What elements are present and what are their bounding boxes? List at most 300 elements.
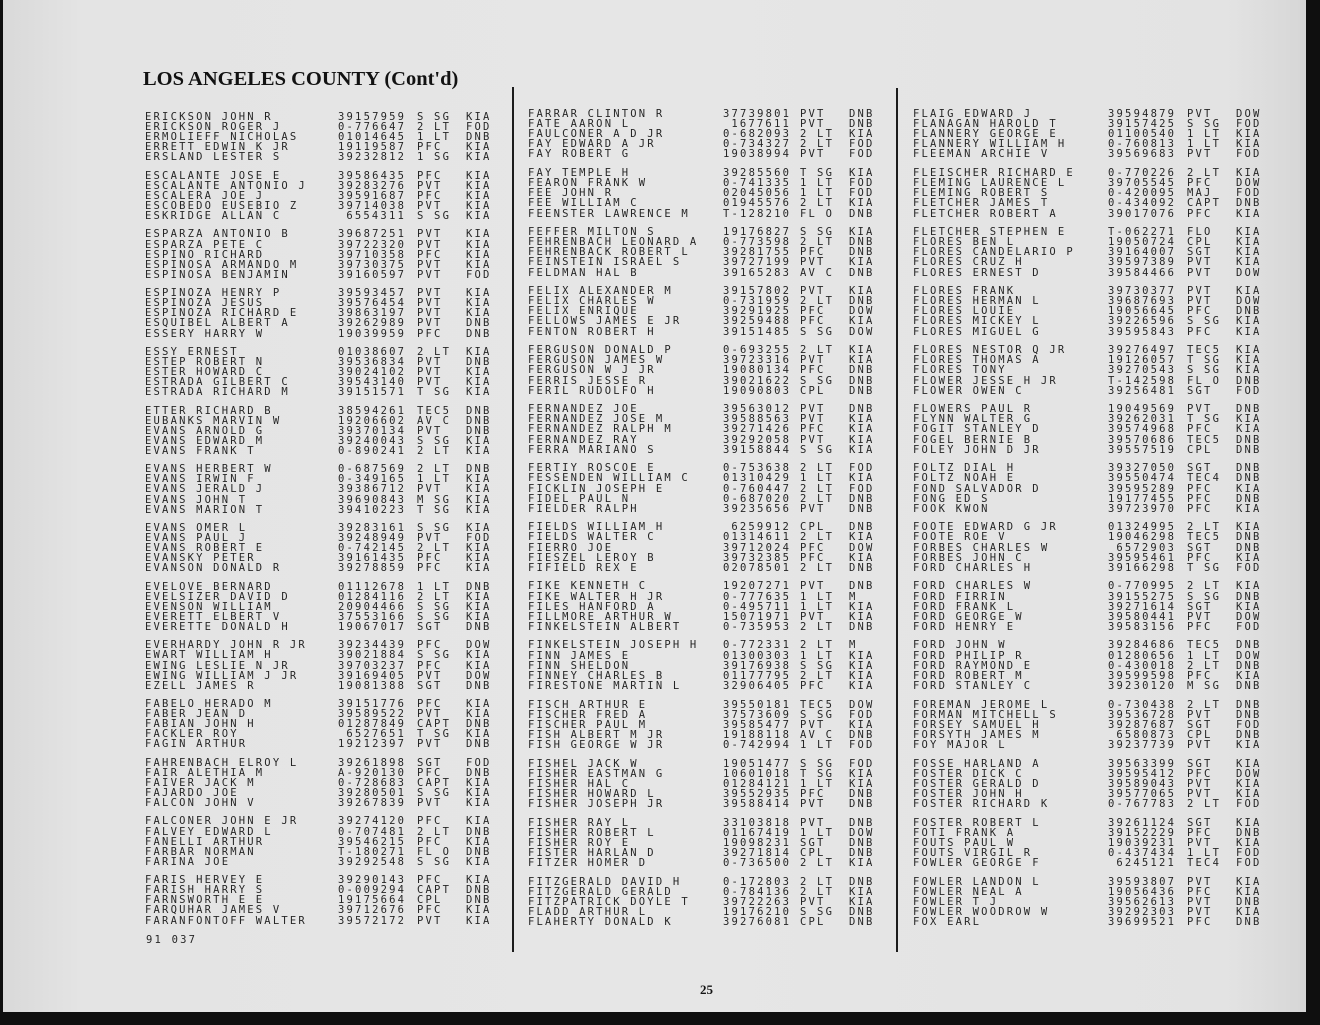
soldier-name: FIKE WALTER H JR — [528, 590, 665, 603]
soldier-name: FLAHERTY DONALD K — [528, 916, 673, 928]
status-code: KIA — [1236, 285, 1262, 298]
soldier-name: FISHER HOWARD L — [528, 787, 656, 800]
rank: T SG — [417, 503, 452, 516]
serial-number: 39166298 — [1108, 561, 1177, 574]
rank: PVT — [1187, 256, 1213, 269]
status-code: KIA — [466, 297, 492, 310]
rank: PVT — [417, 366, 443, 378]
status-code: KIA — [1236, 315, 1262, 328]
status-code: KIA — [466, 238, 492, 251]
status-code: DNB — [849, 236, 875, 249]
rank: PVT — [1187, 787, 1213, 800]
status-code: KIA — [466, 787, 492, 799]
soldier-name: FLORES TONY — [913, 364, 1007, 377]
status-code: DNB — [466, 355, 492, 368]
rank: PFC — [417, 141, 443, 154]
serial-number: 39276081 — [723, 916, 792, 928]
status-code: KIA — [1236, 256, 1262, 269]
soldier-name: FEARON FRANK W — [528, 177, 648, 190]
soldier-name: FLANNERY GEORGE E — [913, 128, 1058, 141]
status-code: KIA — [849, 413, 875, 426]
serial-number: 39290143 — [338, 874, 407, 887]
status-code: FOD — [849, 187, 875, 200]
serial-number: 39274120 — [338, 815, 407, 828]
status-code: FOD — [1236, 118, 1262, 131]
status-code: KIA — [466, 610, 492, 623]
rank: SGT — [1187, 718, 1213, 731]
soldier-name: EVANS OMER L — [145, 521, 248, 534]
soldier-name: FABELO HERADO M — [145, 698, 273, 710]
soldier-name: FOOTE ROE V — [913, 531, 1007, 544]
status-code: KIA — [849, 167, 875, 180]
soldier-name: FONG ED S — [913, 492, 990, 505]
status-code: KIA — [849, 531, 875, 544]
rank: S SG — [417, 787, 452, 799]
serial-number: 39157425 — [1108, 118, 1177, 131]
rank: 1 LT — [417, 473, 452, 486]
soldier-name: FISTER HARLAN D — [528, 846, 656, 859]
rank: PVT — [800, 256, 826, 269]
rank: 2 LT — [800, 128, 835, 141]
serial-number: 0-742994 — [723, 738, 792, 751]
rank: AV C — [800, 728, 835, 741]
soldier-name: FOSTER ROBERT L — [913, 816, 1041, 829]
rank: TEC5 — [417, 404, 452, 417]
serial-number: 39595843 — [1108, 325, 1177, 338]
rank: PFC — [417, 659, 443, 672]
rank: CPL — [1187, 728, 1213, 741]
soldier-name: FATE AARON L — [528, 118, 631, 131]
status-code: FOD — [1236, 846, 1262, 859]
serial-number: 19080134 — [723, 364, 792, 377]
soldier-name: ESPARZA ANTONIO B — [145, 228, 290, 241]
rank: MAJ — [1187, 187, 1213, 200]
serial-number: 39577065 — [1108, 787, 1177, 800]
soldier-name: FLOWER JESSE H JR — [913, 374, 1058, 387]
serial-number: 39161435 — [338, 552, 407, 565]
column-divider — [896, 88, 898, 952]
page-number: 25 — [700, 982, 713, 997]
rank: 2 LT — [800, 875, 835, 888]
soldier-name: FLYNN WALTER G — [913, 413, 1033, 426]
status-code: FOD — [849, 138, 875, 151]
status-code: KIA — [1236, 246, 1262, 259]
status-code: KIA — [466, 248, 492, 261]
status-code: KIA — [466, 708, 492, 721]
status-code: KIA — [466, 659, 492, 672]
rank: S SG — [800, 374, 835, 387]
status-code: KIA — [849, 857, 875, 869]
soldier-name: ESPINO RICHARD — [145, 248, 265, 261]
rank: 2 LT — [417, 444, 452, 457]
serial-number: 39732385 — [723, 551, 792, 564]
status-code: KIA — [1236, 128, 1262, 141]
status-code: DNB — [849, 846, 875, 859]
rank: SGT — [417, 756, 443, 769]
rank: M SG — [1187, 679, 1222, 692]
rank: 2 LT — [417, 345, 452, 358]
status-code: DOW — [1236, 610, 1262, 623]
rank: PVT — [417, 200, 443, 212]
serial-number: 19207271 — [723, 580, 792, 593]
status-code: DNB — [849, 384, 875, 397]
serial-number: 39563399 — [1108, 757, 1177, 770]
rank: PVT — [800, 502, 826, 515]
status-code: FOD — [849, 738, 875, 751]
rank: 2 LT — [1187, 659, 1222, 672]
serial-number: 01324995 — [1108, 521, 1177, 534]
status-code: KIA — [849, 885, 875, 898]
soldier-name: FABIAN JOHN H — [145, 718, 256, 731]
serial-number: 39595412 — [1108, 767, 1177, 780]
soldier-name: FAY TEMPLE H — [528, 167, 631, 180]
rank: SGT — [417, 621, 443, 633]
rank: PVT — [1187, 148, 1213, 161]
status-code: KIA — [849, 649, 875, 662]
rank: 1 LT — [800, 777, 835, 790]
rank: PVT — [800, 895, 826, 908]
serial-number: 19067017 — [338, 621, 407, 633]
serial-number: 39595461 — [1108, 551, 1177, 564]
soldier-name: FLORES THOMAS A — [913, 354, 1041, 367]
serial-number: 39572172 — [338, 914, 407, 927]
soldier-name: FAGIN ARTHUR — [145, 738, 248, 751]
rank: CPL — [1187, 443, 1213, 456]
status-code: DNB — [849, 374, 875, 387]
soldier-name: FINN SHELDON — [528, 659, 631, 672]
soldier-name: FOSTER DICK C — [913, 767, 1024, 780]
status-code: KIA — [466, 797, 492, 810]
rank: PFC — [1187, 620, 1213, 633]
serial-number: 0-767783 — [1108, 797, 1177, 810]
rank: PFC — [1187, 207, 1213, 220]
soldier-name: EVANS IRWIN F — [145, 473, 256, 486]
status-code: FOD — [466, 756, 492, 769]
soldier-name: FILES HANFORD A — [528, 600, 656, 613]
rank: S SG — [1187, 590, 1222, 603]
rank: 2 LT — [1187, 521, 1222, 534]
soldier-name: FORD GEORGE W — [913, 610, 1024, 623]
serial-number: 01284121 — [723, 777, 792, 790]
status-code: DNB — [1236, 895, 1262, 908]
status-code: DNB — [466, 580, 492, 593]
status-code: KIA — [466, 776, 492, 789]
soldier-name: FERTIY ROSCOE E — [528, 462, 656, 475]
soldier-name: FISHER ROY E — [528, 836, 631, 849]
soldier-name: FARIS HERVEY E — [145, 874, 265, 887]
rank: 1 LT — [800, 600, 835, 613]
status-code: DNB — [849, 561, 875, 574]
soldier-name: FLORES ERNEST D — [913, 266, 1041, 279]
serial-number: 0-430018 — [1108, 659, 1177, 672]
status-code: KIA — [1236, 757, 1262, 770]
serial-number: 39591687 — [338, 189, 407, 202]
soldier-name: FELLOWS JAMES E JR — [528, 315, 682, 328]
status-code: DNB — [1236, 916, 1262, 928]
status-code: DNB — [1236, 826, 1262, 839]
soldier-name: ERRETT EDWIN K JR — [145, 141, 290, 154]
soldier-name: FLEISCHER RICHARD E — [913, 167, 1075, 180]
serial-number: 19056436 — [1108, 885, 1177, 898]
soldier-name: ESCALANTE JOSE E — [145, 169, 282, 182]
status-code: DNB — [849, 905, 875, 918]
status-code: KIA — [466, 345, 492, 358]
rank: S SG — [417, 649, 452, 662]
serial-number: 0-736500 — [723, 857, 792, 869]
rank: PVT — [417, 483, 443, 496]
soldier-name: FLANAGAN HAROLD T — [913, 118, 1058, 131]
serial-number: 39589043 — [1108, 777, 1177, 790]
rank: PFC — [417, 698, 443, 710]
serial-number: 01314611 — [723, 531, 792, 544]
status-code: KIA — [466, 698, 492, 710]
serial-number: 39261898 — [338, 756, 407, 769]
status-code: DNB — [849, 816, 875, 829]
rank: SGT — [1187, 246, 1213, 259]
rank: 2 LT — [800, 462, 835, 475]
rank: PFC — [417, 552, 443, 565]
soldier-name: FLOWERS PAUL R — [913, 403, 1033, 416]
serial-number: 19056645 — [1108, 305, 1177, 318]
soldier-name: EVELSIZER DAVID D — [145, 590, 290, 603]
serial-number: 39588563 — [723, 413, 792, 426]
serial-number: 39151776 — [338, 698, 407, 710]
serial-number: 39593807 — [1108, 875, 1177, 888]
serial-number: 0-776647 — [338, 121, 407, 134]
status-code: KIA — [466, 600, 492, 613]
soldier-name: FORD FIRRIN — [913, 590, 1007, 603]
soldier-name: FEFFER MILTON S — [528, 226, 656, 239]
serial-number: 39550181 — [723, 698, 792, 711]
soldier-name: EVANS EDWARD M — [145, 434, 265, 447]
serial-number: 39574968 — [1108, 423, 1177, 436]
status-code: DNB — [1236, 679, 1262, 692]
status-code: FOD — [1236, 620, 1262, 633]
serial-number: 39712676 — [338, 904, 407, 917]
rank: CAPT — [417, 718, 452, 731]
status-code: DOW — [849, 305, 875, 318]
status-code: KIA — [1236, 138, 1262, 151]
status-code: KIA — [849, 344, 875, 357]
serial-number: 0-420095 — [1108, 187, 1177, 200]
rank: PVT — [1187, 875, 1213, 888]
soldier-name: FOOTE EDWARD G JR — [913, 521, 1058, 534]
serial-number: 0-707481 — [338, 825, 407, 838]
rank: S SG — [417, 434, 452, 447]
soldier-name: FOTI FRANK A — [913, 826, 1016, 839]
soldier-name: FISCHER FRED A — [528, 708, 648, 721]
status-code: FOD — [849, 708, 875, 721]
rank: PFC — [417, 874, 443, 887]
soldier-name: FLETCHER JAMES T — [913, 197, 1050, 210]
status-code: DNB — [849, 207, 875, 220]
rank: PVT — [1187, 738, 1213, 751]
soldier-name: FERRIS JESSE R — [528, 374, 648, 387]
status-code: KIA — [466, 483, 492, 496]
serial-number: 39546215 — [338, 835, 407, 848]
soldier-name: FLORES FRANK — [913, 285, 1016, 298]
serial-number: 39710358 — [338, 248, 407, 261]
soldier-name: EWING WILLIAM J JR — [145, 669, 299, 682]
soldier-name: EVANS FRANK T — [145, 444, 256, 457]
status-code: DNB — [466, 463, 492, 476]
soldier-name: FOSTER RICHARD K — [913, 797, 1050, 810]
rank: 1 LT — [800, 472, 835, 485]
serial-number: 39727199 — [723, 256, 792, 269]
rank: PVT — [800, 610, 826, 623]
rank: TEC5 — [1187, 531, 1222, 544]
soldier-name: FOY MAJOR L — [913, 738, 1007, 751]
serial-number: 0-734327 — [723, 138, 792, 151]
status-code: KIA — [1236, 875, 1262, 888]
status-code: KIA — [1236, 905, 1262, 918]
soldier-name: FALCONER JOHN E JR — [145, 815, 299, 828]
soldier-name: FABER JEAN D — [145, 708, 248, 721]
status-code: DNB — [1236, 698, 1262, 711]
rank: T SG — [1187, 561, 1222, 574]
serial-number: A-920130 — [338, 766, 407, 779]
serial-number: 01945576 — [723, 197, 792, 210]
serial-number: 19176210 — [723, 905, 792, 918]
serial-number: 39237739 — [1108, 738, 1177, 751]
rank: PFC — [1187, 767, 1213, 780]
serial-number: 20904466 — [338, 600, 407, 613]
soldier-name: FLEMING ROBERT S — [913, 187, 1050, 200]
status-code: DNB — [849, 728, 875, 741]
serial-number: 0-349165 — [338, 473, 407, 486]
soldier-name: EVANSON DONALD R — [145, 562, 282, 575]
status-code: KIA — [1236, 413, 1262, 426]
status-code: KIA — [1236, 482, 1262, 495]
rank: PFC — [417, 327, 443, 340]
status-code: KIA — [466, 444, 492, 457]
soldier-name: FISHER RAY L — [528, 816, 631, 829]
status-code: DNB — [466, 414, 492, 427]
soldier-name: ERICKSON JOHN R — [145, 111, 273, 123]
status-code: KIA — [466, 914, 492, 927]
rank: S SG — [1187, 315, 1222, 328]
status-code: FOD — [1236, 148, 1262, 161]
soldier-name: FOSTER JOHN H — [913, 787, 1024, 800]
serial-number: 39550474 — [1108, 472, 1177, 485]
soldier-name: FLORES BEN L — [913, 236, 1016, 249]
serial-number: 39714038 — [338, 200, 407, 212]
rank: T SG — [1187, 354, 1222, 367]
rank: 1 LT — [800, 649, 835, 662]
serial-number: 39169405 — [338, 669, 407, 682]
serial-number: 0-777635 — [723, 590, 792, 603]
soldier-name: EVANS ARNOLD G — [145, 424, 265, 437]
soldier-name: FESSENDEN WILLIAM C — [528, 472, 690, 485]
serial-number: 39723970 — [1108, 502, 1177, 515]
status-code: DNB — [466, 894, 492, 907]
status-code: DNB — [1236, 462, 1262, 475]
rank: AV C — [417, 414, 452, 427]
serial-number: 39569683 — [1108, 148, 1177, 161]
status-code: FOD — [849, 482, 875, 495]
serial-number: 01284116 — [338, 590, 407, 603]
rank: SGT — [1187, 462, 1213, 475]
rank: PFC — [1187, 305, 1213, 318]
serial-number: 39155275 — [1108, 590, 1177, 603]
rank: PVT — [1187, 266, 1213, 279]
serial-number: 0-735953 — [723, 620, 792, 633]
rank: CPL — [800, 384, 826, 397]
rank: FLO — [1187, 226, 1213, 239]
serial-number: 39722263 — [723, 895, 792, 908]
serial-number: 39232812 — [338, 151, 407, 164]
soldier-name: FIRESTONE MARTIN L — [528, 679, 682, 692]
status-code: KIA — [466, 258, 492, 271]
rank: PFC — [1187, 826, 1213, 839]
status-code: DNB — [849, 295, 875, 308]
rank: PFC — [800, 679, 826, 692]
status-code: KIA — [849, 226, 875, 239]
rank: S SG — [800, 226, 835, 239]
rank: PFC — [800, 541, 826, 554]
soldier-name: FIELDS WILLIAM H — [528, 521, 665, 534]
rank: 1 LT — [800, 590, 835, 603]
rank: SGT — [1187, 816, 1213, 829]
status-code: KIA — [1236, 787, 1262, 800]
status-code: M — [849, 639, 858, 652]
rank: S SG — [417, 521, 452, 534]
soldier-name: EVANSKY PETER — [145, 552, 256, 565]
soldier-name: FERGUSON W J JR — [528, 364, 656, 377]
serial-number: 39259488 — [723, 315, 792, 328]
soldier-name: FIELDS WALTER C — [528, 531, 656, 544]
soldier-name: ESPINOSA ARMANDO M — [145, 258, 299, 271]
status-code: DNB — [1236, 374, 1262, 387]
status-code: DNB — [466, 131, 492, 144]
soldier-name: ESKRIDGE ALLAN C — [145, 210, 282, 223]
rank: S SG — [417, 855, 452, 868]
serial-number: 39585477 — [723, 718, 792, 731]
status-code: DOW — [466, 639, 492, 652]
status-code: DOW — [1236, 649, 1262, 662]
status-code: KIA — [849, 718, 875, 731]
serial-number: 39722320 — [338, 238, 407, 251]
status-code: DNB — [1236, 659, 1262, 672]
status-code: DOW — [1236, 266, 1262, 279]
soldier-name: FAY EDWARD A JR — [528, 138, 656, 151]
rank: S SG — [800, 905, 835, 918]
status-code: KIA — [1236, 551, 1262, 564]
serial-number: 39157802 — [723, 285, 792, 298]
soldier-name: FORD CHARLES H — [913, 561, 1033, 574]
serial-number: 0-770995 — [1108, 580, 1177, 593]
status-code: DNB — [1236, 305, 1262, 318]
rank: 2 LT — [800, 885, 835, 898]
serial-number: 39157959 — [338, 111, 407, 123]
soldier-name: FORD RAYMOND E — [913, 659, 1033, 672]
status-code: DNB — [466, 884, 492, 897]
serial-number: 39557519 — [1108, 443, 1177, 456]
status-code: DNB — [849, 502, 875, 515]
rank: PFC — [417, 189, 443, 202]
soldier-name: ESPINOZA RICHARD E — [145, 307, 299, 320]
soldier-name: FERRA MARIANO S — [528, 443, 656, 456]
soldier-name: FLAIG EDWARD J — [913, 108, 1033, 120]
serial-number: 6259912 — [731, 521, 791, 534]
soldier-name: FITZPATRICK DOYLE T — [528, 895, 690, 908]
status-code: KIA — [1236, 580, 1262, 593]
soldier-name: FELDMAN HAL B — [528, 266, 639, 279]
rank: SGT — [417, 679, 443, 692]
column-divider — [512, 87, 514, 952]
rank: PFC — [1187, 482, 1213, 495]
serial-number: 39230120 — [1108, 679, 1177, 692]
